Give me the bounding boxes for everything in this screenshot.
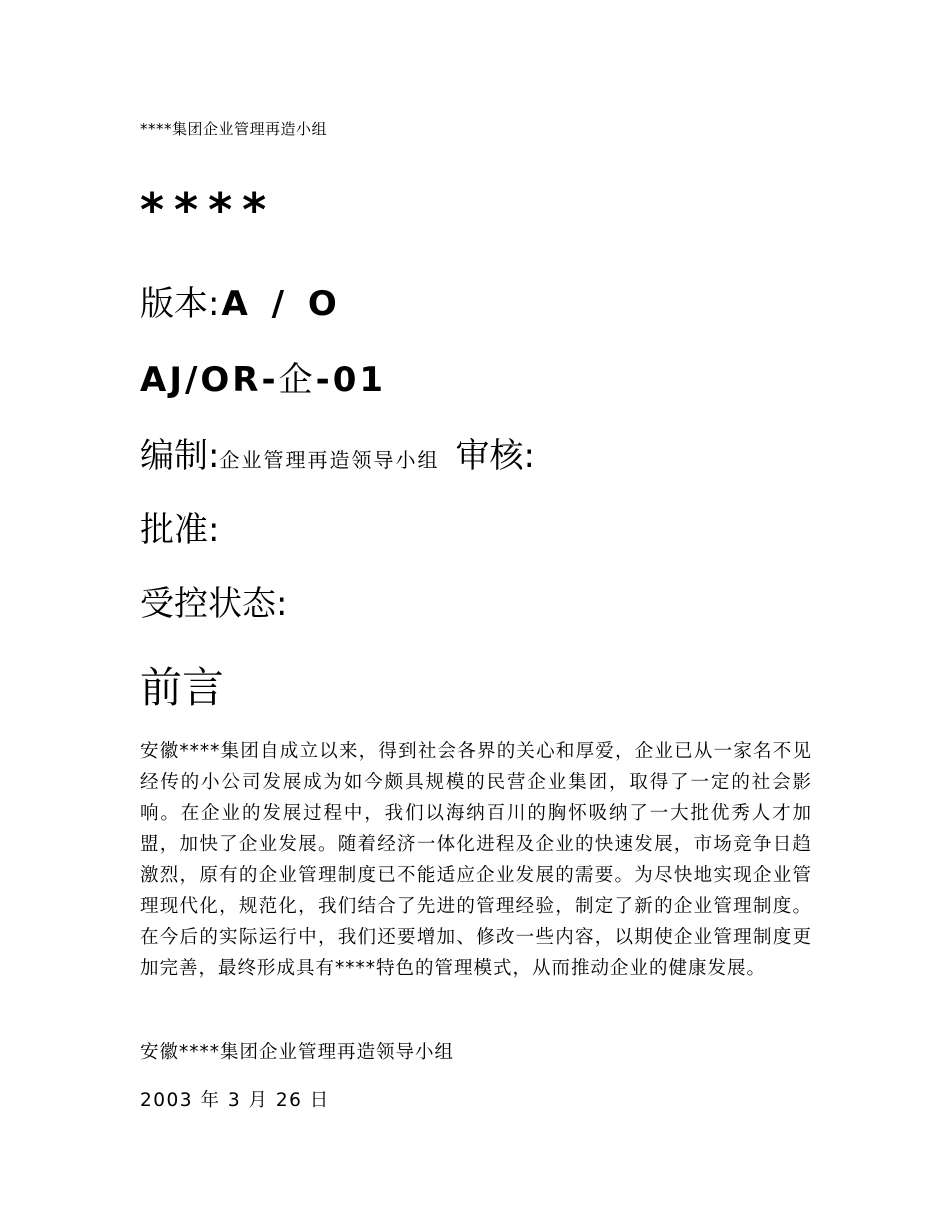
version-label: 版本: xyxy=(140,284,220,324)
compiler-label: 编制: xyxy=(140,436,220,476)
signature-date: 2003 年 3 月 26 日 xyxy=(140,1090,330,1111)
org-header-line: ****集团企业管理再造小组 xyxy=(140,120,328,138)
version-line xyxy=(140,282,343,326)
document-code xyxy=(140,358,386,402)
approver-label: 批准: xyxy=(140,510,220,550)
document-code-cjk: 企 xyxy=(278,360,316,400)
control-status-label: 受控状态: xyxy=(140,584,288,624)
document-code-suffix: -01 xyxy=(315,360,387,400)
version-value: A / O xyxy=(221,284,343,324)
preface-body: 安徽****集团自成立以来，得到社会各界的关心和厚爱，企业已从一家名不见经传的小公司发展成为如今颇具规模的民营企业集团，取得了一定的社会影响。在企业的发展过程中，我们以海纳百川的胸怀吸纳了一大批优秀人才加盟，加快了企业发展。随着经济一体化进程及企业的快速发展，市场竞争日趋激烈，原有的企业管理制度已不能适应企业发展的需要。为尽快地实现企业管理现代化，规范化，我们结合了先进的管理经验，制定了新的企业管理制度。在今后的实际运行中，我们还要增加、修改一些内容，以期使企业管理制度更加完善，最终形成具有****特色的管理模式，从而推动企业的健康发展。 xyxy=(140,741,812,979)
signature-org: 安徽****集团企业管理再造领导小组 xyxy=(140,1042,455,1063)
company-name-masked: **** xyxy=(140,183,277,237)
compiler-reviewer-line xyxy=(140,434,535,482)
document-code-prefix: AJ/OR- xyxy=(140,360,279,400)
reviewer-label: 审核: xyxy=(455,436,535,476)
preface-title: 前言 xyxy=(140,663,225,712)
compiler-value: 企业管理再造领导小组 xyxy=(219,448,440,472)
